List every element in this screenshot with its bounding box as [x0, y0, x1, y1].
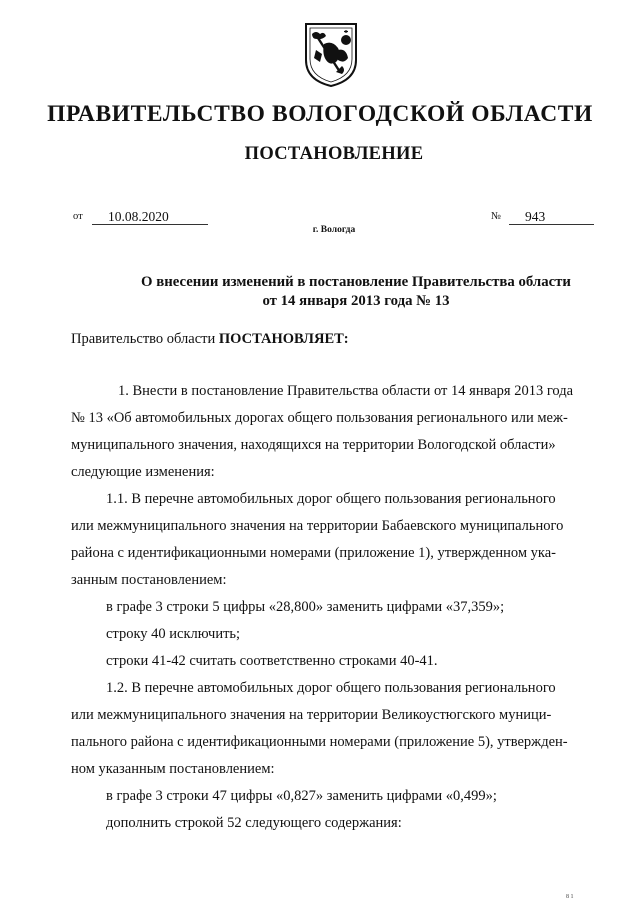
intro-resolve: ПОСТАНОВЛЯЕТ: — [218, 331, 349, 347]
body-line: занным постановлением: — [71, 572, 227, 588]
body-line: строки 41-42 считать соответственно строками 40-41. — [106, 653, 438, 669]
body-line: 1.1. В перечне автомобильных дорог общего пользования регионального — [106, 491, 556, 507]
subject-line: от 14 января 2013 года № 13 — [262, 293, 450, 309]
body-line: или межмуниципального значения на территории Великоустюгского муници- — [71, 707, 552, 723]
coat-of-arms-icon — [302, 20, 360, 88]
body-line: или межмуниципального значения на территории Бабаевского муниципального — [71, 518, 564, 534]
body-line: дополнить строкой 52 следующего содержания: — [106, 815, 402, 831]
document-date: 10.08.2020 — [92, 208, 208, 225]
body-line: муниципального значения, находящихся на территории Вологодской области» — [71, 437, 556, 453]
city-label: г. Вологда — [312, 225, 356, 235]
document-subject — [0, 273, 640, 311]
number-label: № — [491, 211, 502, 222]
intro-text: Правительство области — [71, 331, 219, 347]
document-type: ПОСТАНОВЛЕНИЕ — [244, 144, 424, 164]
subject-line: О внесении изменений в постановление Правительства области — [141, 274, 571, 290]
body-line: № 13 «Об автомобильных дорогах общего пользования регионального или меж- — [71, 410, 568, 426]
body-line: 1. Внести в постановление Правительства области от 14 января 2013 года — [118, 383, 574, 399]
government-title: ПРАВИТЕЛЬСТВО ВОЛОГОДСКОЙ ОБЛАСТИ — [47, 101, 593, 127]
body-line: района с идентификационными номерами (приложение 1), утвержденном ука- — [71, 545, 556, 561]
body-line: в графе 3 строки 5 цифры «28,800» заменить цифрами «37,359»; — [106, 599, 505, 615]
body-line: пального района с идентификационными номерами (приложение 5), утвержден- — [71, 734, 568, 750]
body-line: 1.2. В перечне автомобильных дорог общего пользования регионального — [106, 680, 556, 696]
document-number: 943 — [509, 208, 594, 225]
body-line: ном указанным постановлением: — [71, 761, 275, 777]
body-line: строку 40 исключить; — [106, 626, 241, 642]
body-line: в графе 3 строки 47 цифры «0,827» заменить цифрами «0,499»; — [106, 788, 497, 804]
page-mark: 8 1 — [566, 894, 574, 900]
date-label: от — [73, 211, 83, 222]
intro-paragraph — [71, 326, 349, 353]
body-line: следующие изменения: — [71, 464, 215, 480]
